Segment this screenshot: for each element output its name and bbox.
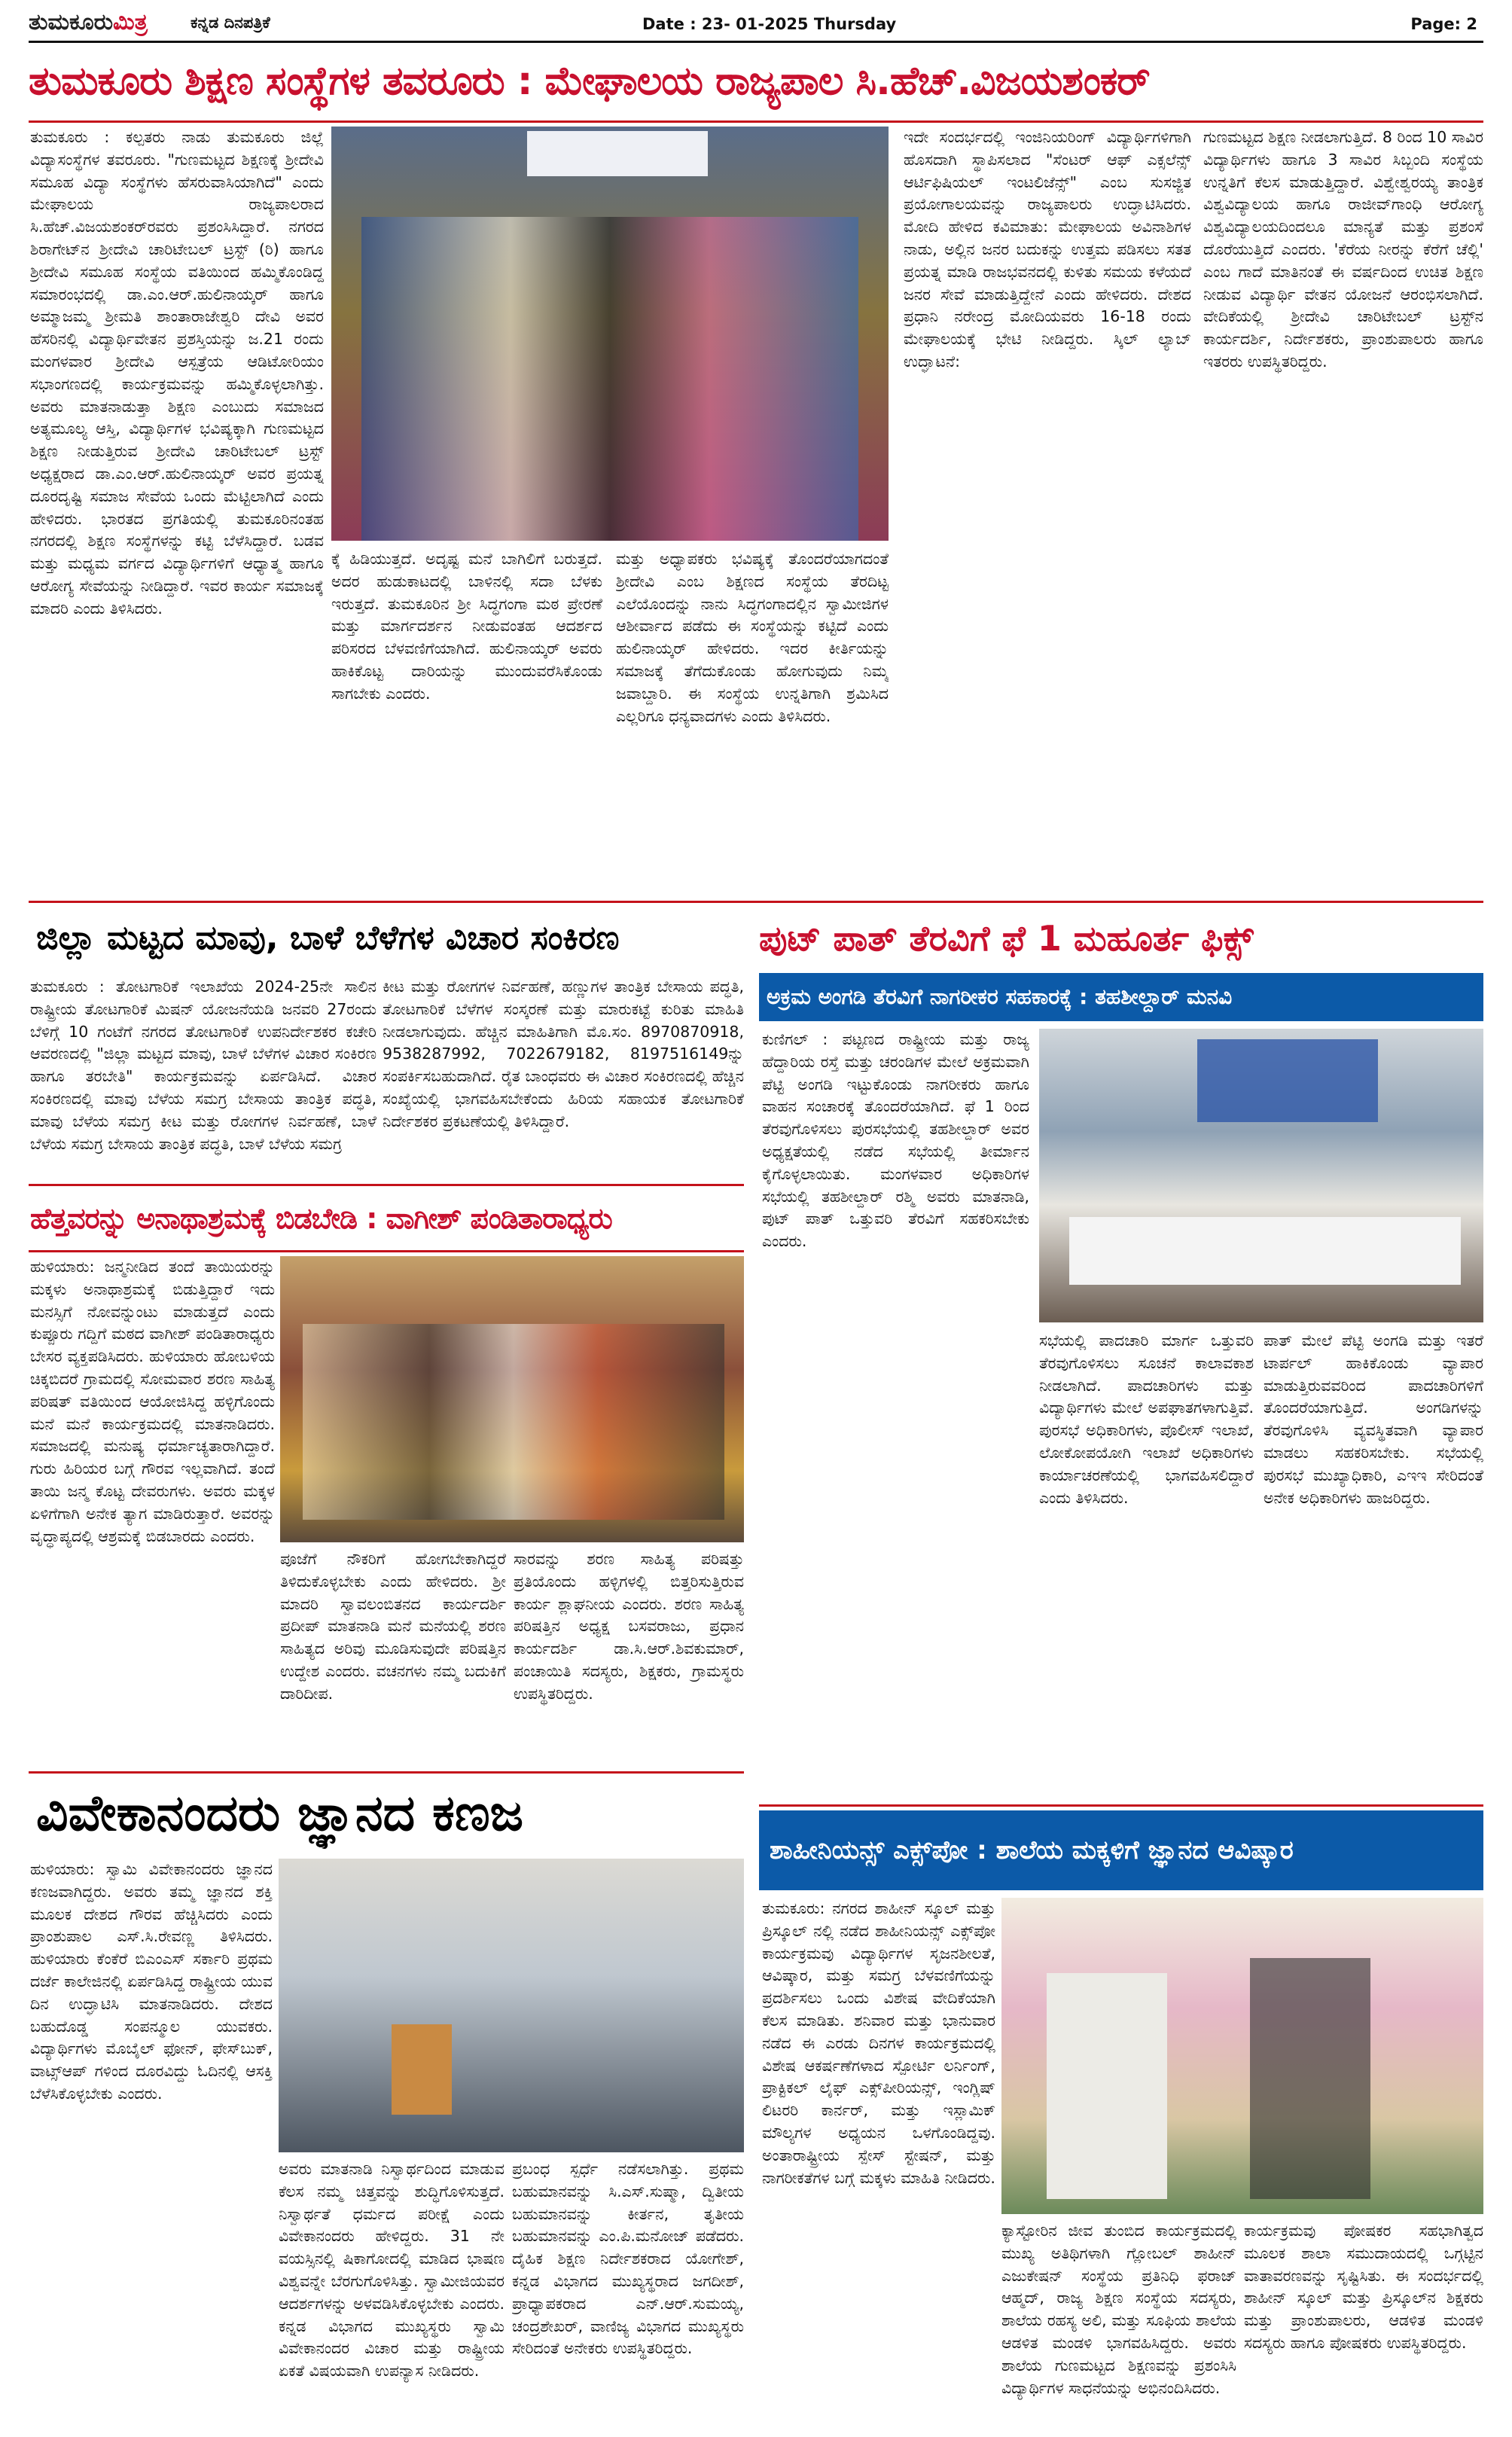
divider	[29, 1771, 744, 1774]
story5-column-2: ಅವರು ಮಾತನಾಡಿ ನಿಸ್ವಾರ್ಥದಿಂದ ಮಾಡುವ ಕೆಲಸ ನಮ್ಮ ಚಿತ್ತವನ್ನು ಶುದ್ಧಿಗೊಳಿಸುತ್ತದೆ. ನಿಸ್ವಾರ್ಥತೆ ಧರ್ಮದ ಪರೀಕ್ಷೆ ಎಂದು ವಿವೇಕಾನಂದರು ಹೇಳಿದ್ದರು. 31 ನೇ ವಯಸ್ಸಿನಲ್ಲಿ ಷಿಕಾಗೋದಲ್ಲಿ ಮಾಡಿದ ಭಾಷಣ ವಿಶ್ವವನ್ನೇ ಬೆರಗುಗೊಳಿಸಿತ್ತು. ಸ್ವಾಮೀಜಿಯವರ ಆದರ್ಶಗಳನ್ನು ಅಳವಡಿಸಿಕೊಳ್ಳಬೇಕು ಎಂದರು. ಕನ್ನಡ ವಿಭಾಗದ ಮುಖ್ಯಸ್ಥರು ಸ್ವಾಮಿ ವಿವೇಕಾನಂದರ ವಿಚಾರ ಮತ್ತು ರಾಷ್ಟ್ರೀಯ ಏಕತೆ ವಿಷಯವಾಗಿ ಉಪನ್ಯಾಸ ನೀಡಿದರು.	[279, 2160, 505, 2381]
brand-tagline: ಕನ್ನಡ ದಿನಪತ್ರಿಕೆ	[191, 14, 270, 32]
headline-story4: ಪುಟ್ ಪಾತ್ ತೆರವಿಗೆ ಫೆ 1 ಮಹೂರ್ತ ಫಿಕ್ಸ್	[759, 918, 1254, 959]
story5-photo	[279, 1859, 744, 2152]
story1-column-5: ಗುಣಮಟ್ಟದ ಶಿಕ್ಷಣ ನೀಡಲಾಗುತ್ತಿದೆ. 8 ರಿಂದ 10 ಸಾವಿರ ವಿದ್ಯಾರ್ಥಿಗಳು ಹಾಗೂ 3 ಸಾವಿರ ಸಿಬ್ಬಂದಿ ಸಂಸ್ಥೆಯ ಉನ್ನತಿಗೆ ಕೆಲಸ ಮಾಡುತ್ತಿದ್ದಾರೆ. ವಿಶ್ವೇಶ್ವರಯ್ಯ ತಾಂತ್ರಿಕ ವಿಶ್ವವಿದ್ಯಾಲಯ ಹಾಗೂ ರಾಜೀವ್‌ಗಾಂಧಿ ಆರೋಗ್ಯ ವಿಶ್ವವಿದ್ಯಾಲಯದಿಂದಲೂ ಮಾನ್ಯತೆ ಮತ್ತು ಪ್ರಶಂಸೆ ದೊರೆಯುತ್ತಿದೆ ಎಂದರು. 'ಕೆರೆಯ ನೀರನ್ನು ಕೆರೆಗೆ ಚೆಲ್ಲಿ' ಎಂಬ ಗಾದೆ ಮಾತಿನಂತೆ ಈ ವರ್ಷದಿಂದ ಉಚಿತ ಶಿಕ್ಷಣ ನೀಡುವ ವಿದ್ಯಾರ್ಥಿ ವೇತನ ಯೋಜನೆ ಆರಂಭಿಸಲಾಗಿದೆ. ವೇದಿಕೆಯಲ್ಲಿ ಶ್ರೀದೇವಿ ಚಾರಿಟೇಬಲ್ ಟ್ರಸ್ಟ್‌ನ ಕಾರ್ಯದರ್ಶಿ, ನಿರ್ದೇಶಕರು, ಪ್ರಾಂಶುಪಾಲರು ಹಾಗೂ ಇತರರು ಉಪಸ್ಥಿತರಿದ್ದರು.	[1203, 128, 1483, 371]
story2-column-2: ಕೀಟ ಮತ್ತು ರೋಗಗಳ ನಿರ್ವಹಣೆ, ಹಣ್ಣುಗಳ ತಾಂತ್ರಿಕ ಬೇಸಾಯ ಪದ್ಧತಿ, ತೋಟಗಾರಿಕೆ ಬೆಳೆಗಳ ಸಂಸ್ಕರಣೆ ಮತ್ತು ಮಾರುಕಟ್ಟೆ ಕುರಿತು ಮಾಹಿತಿ ನೀಡಲಾಗುವುದು. ಹೆಚ್ಚಿನ ಮಾಹಿತಿಗಾಗಿ ಮೊ.ಸಂ. 8970870918, 9538287992, 7022679182, 8197516149ನ್ನು ಸಂಪರ್ಕಿಸಬಹುದಾಗಿದೆ. ರೈತ ಬಾಂಧವರು ಈ ವಿಚಾರ ಸಂಕಿರಣದಲ್ಲಿ ಹೆಚ್ಚಿನ ಸಂಖ್ಯೆಯಲ್ಲಿ ಭಾಗವಹಿಸಬೇಕೆಂದು ಹಿರಿಯ ಸಹಾಯಕ ತೋಟಗಾರಿಕೆ ನಿರ್ದೇಶಕರ ಪ್ರಕಟಣೆಯಲ್ಲಿ ತಿಳಿಸಿದ್ದಾರೆ.	[383, 978, 744, 1130]
headline-story1: ತುಮಕೂರು ಶಿಕ್ಷಣ ಸಂಸ್ಥೆಗಳ ತವರೂರು : ಮೇಘಾಲಯ ರಾಜ್ಯಪಾಲ ಸಿ.ಹೆಚ್.ವಿಜಯಶಂಕರ್	[29, 59, 1150, 104]
divider	[29, 1184, 744, 1186]
story1-photo	[331, 127, 889, 541]
story4-column-2: ಸಭೆಯಲ್ಲಿ ಪಾದಚಾರಿ ಮಾರ್ಗ ಒತ್ತುವರಿ ತೆರವುಗೊಳಿಸಲು ಸೂಚನೆ ಕಾಲಾವಕಾಶ ನೀಡಲಾಗಿದೆ. ಪಾದಚಾರಿಗಳು ಮತ್ತು ವಿದ್ಯಾರ್ಥಿಗಳು ಮೇಲೆ ಅಪಘಾತಗಳಾಗುತ್ತಿವೆ. ಪುರಸಭೆ ಅಧಿಕಾರಿಗಳು, ಪೊಲೀಸ್ ಇಲಾಖೆ, ಲೋಕೋಪಯೋಗಿ ಇಲಾಖೆ ಅಧಿಕಾರಿಗಳು ಕಾರ್ಯಾಚರಣೆಯಲ್ಲಿ ಭಾಗವಹಿಸಲಿದ್ದಾರೆ ಎಂದು ತಿಳಿಸಿದರು.	[1039, 1331, 1254, 1507]
story5-column-1: ಹುಳಿಯಾರು: ಸ್ವಾಮಿ ವಿವೇಕಾನಂದರು ಜ್ಞಾನದ ಕಣಜವಾಗಿದ್ದರು. ಅವರು ತಮ್ಮ ಜ್ಞಾನದ ಶಕ್ತಿ ಮೂಲಕ ದೇಶದ ಗೌರವ ಹೆಚ್ಚಿಸಿದರು ಎಂದು ಪ್ರಾಂಶುಪಾಲ ಎಸ್.ಸಿ.ರೇವಣ್ಣ ತಿಳಿಸಿದರು. ಹುಳಿಯಾರು ಕೆಂಕೆರೆ ಬಿಎಂಎಸ್ ಸರ್ಕಾರಿ ಪ್ರಥಮ ದರ್ಜೆ ಕಾಲೇಜಿನಲ್ಲಿ ಏರ್ಪಡಿಸಿದ್ದ ರಾಷ್ಟ್ರೀಯ ಯುವ ದಿನ ಉದ್ಘಾಟಿಸಿ ಮಾತನಾಡಿದರು. ದೇಶದ ಬಹುದೊಡ್ಡ ಸಂಪನ್ಮೂಲ ಯುವಕರು. ವಿದ್ಯಾರ್ಥಿಗಳು ಮೊಬೈಲ್ ಫೋನ್, ಫೇಸ್‌ಬುಕ್, ವಾಟ್ಸ್‌ಆಪ್ ಗಳಿಂದ ದೂರವಿದ್ದು ಓದಿನಲ್ಲಿ ಆಸಕ್ತಿ ಬೆಳೆಸಿಕೊಳ್ಳಬೇಕು ಎಂದರು.	[30, 1860, 273, 2103]
divider	[29, 120, 1483, 123]
brand-name-b: ಮಿತ್ರ	[113, 9, 148, 35]
page-number: Page: 2	[1410, 15, 1477, 33]
divider	[29, 901, 1483, 903]
subhead-story4-text: ಅಕ್ರಮ ಅಂಗಡಿ ತೆರವಿಗೆ ನಾಗರೀಕರ ಸಹಕಾರಕ್ಕೆ : ತಹಶೀಲ್ದಾರ್ ಮನವಿ	[767, 984, 1233, 1009]
story6-photo	[1001, 1898, 1483, 2214]
story6-column-3: ಕಾರ್ಯಕ್ರಮವು ಪೋಷಕರ ಸಹಭಾಗಿತ್ವದ ಮೂಲಕ ಶಾಲಾ ಸಮುದಾಯದಲ್ಲಿ ಒಗ್ಗಟ್ಟಿನ ವಾತಾವರಣವನ್ನು ಸೃಷ್ಟಿಸಿತು. ಈ ಸಂದರ್ಭದಲ್ಲಿ ಶಾಹೀನ್ ಸ್ಕೂಲ್ ಮತ್ತು ಪ್ರಿಸ್ಕೂಲ್‌ನ ಶಿಕ್ಷಕರು ಮತ್ತು ಪ್ರಾಂಶುಪಾಲರು, ಆಡಳಿತ ಮಂಡಳಿ ಸದಸ್ಯರು ಹಾಗೂ ಪೋಷಕರು ಉಪಸ್ಥಿತರಿದ್ದರು.	[1244, 2222, 1483, 2352]
divider	[29, 1250, 744, 1252]
story3-column-2: ಪೂಜೆಗೆ ನೌಕರಿಗೆ ಹೋಗಬೇಕಾಗಿದ್ದರೆ ತಿಳಿದುಕೊಳ್ಳಬೇಕು ಎಂದು ಹೇಳಿದರು. ಶ್ರೀ ಮಾದರಿ ಸ್ವಾವಲಂಬಿತನದ ಕಾರ್ಯದರ್ಶಿ ಪ್ರದೀಪ್ ಮಾತನಾಡಿ ಮನೆ ಮನೆಯಲ್ಲಿ ಶರಣ ಸಾಹಿತ್ಯದ ಅರಿವು ಮೂಡಿಸುವುದೇ ಪರಿಷತ್ತಿನ ಉದ್ದೇಶ ಎಂದರು. ವಚನಗಳು ನಮ್ಮ ಬದುಕಿಗೆ ದಾರಿದೀಪ.	[280, 1550, 506, 1703]
headline-story5: ವಿವೇಕಾನಂದರು ಜ್ಞಾನದ ಕಣಜ	[36, 1784, 524, 1842]
story1-column-4: ಇದೇ ಸಂದರ್ಭದಲ್ಲಿ ಇಂಜಿನಿಯರಿಂಗ್ ವಿದ್ಯಾರ್ಥಿಗಳಿಗಾಗಿ ಹೊಸದಾಗಿ ಸ್ಥಾಪಿಸಲಾದ "ಸೆಂಟರ್ ಆಫ್ ಎಕ್ಸಲೆನ್ಸ್ ಆರ್ಟಿಫಿಷಿಯಲ್ ಇಂಟಲಿಜೆನ್ಸ್" ಎಂಬ ಸುಸಜ್ಜಿತ ಪ್ರಯೋಗಾಲಯವನ್ನು ರಾಜ್ಯಪಾಲರು ಉದ್ಘಾಟಿಸಿದರು. ಮೋದಿ ಹೇಳಿದ ಕವಿಮಾತು: ಮೇಘಾಲಯ ಅವಿನಾಶಿಗಳ ನಾಡು, ಅಲ್ಲಿನ ಜನರ ಬದುಕನ್ನು ಉತ್ತಮ ಪಡಿಸಲು ಸತತ ಪ್ರಯತ್ನ ಮಾಡಿ ರಾಜಭವನದಲ್ಲಿ ಕುಳಿತು ಸಮಯ ಕಳೆಯದೆ ಜನರ ಸೇವೆ ಮಾಡುತ್ತಿದ್ದೇನೆ ಎಂದು ಹೇಳಿದರು. ದೇಶದ ಪ್ರಧಾನಿ ನರೇಂದ್ರ ಮೋದಿಯವರು 16-18 ರಂದು ಮೇಘಾಲಯಕ್ಕೆ ಭೇಟಿ ನೀಡಿದ್ದರು. ಸ್ಕಿಲ್ ಲ್ಯಾಬ್ ಉದ್ಘಾಟನೆ:	[904, 128, 1191, 371]
headline-story2: ಜಿಲ್ಲಾ ಮಟ್ಟದ ಮಾವು, ಬಾಳೆ ಬೆಳೆಗಳ ವಿಚಾರ ಸಂಕಿರಣ	[36, 919, 620, 957]
brand-name	[29, 9, 148, 35]
story3-photo	[280, 1256, 744, 1542]
issue-date: Date : 23- 01-2025 Thursday	[642, 15, 897, 33]
story4-column-3: ಪಾತ್ ಮೇಲೆ ಪೆಟ್ಟಿ ಅಂಗಡಿ ಮತ್ತು ಇತರೆ ಟಾರ್ಪಲ್ ಹಾಕಿಕೊಂಡು ವ್ಯಾಪಾರ ಮಾಡುತ್ತಿರುವವರಿಂದ ಪಾದಚಾರಿಗಳಿಗೆ ತೊಂದರೆಯಾಗುತ್ತಿದೆ. ಅಂಗಡಿಗಳನ್ನು ತೆರವುಗೊಳಿಸಿ ವ್ಯವಸ್ಥಿತವಾಗಿ ವ್ಯಾಪಾರ ಮಾಡಲು ಸಹಕರಿಸಬೇಕು. ಸಭೆಯಲ್ಲಿ ಪುರಸಭೆ ಮುಖ್ಯಾಧಿಕಾರಿ, ಎಇಇ ಸೇರಿದಂತೆ ಅನೇಕ ಅಧಿಕಾರಿಗಳು ಹಾಜರಿದ್ದರು.	[1264, 1331, 1483, 1507]
story3-column-3: ಸಾರವನ್ನು ಶರಣ ಸಾಹಿತ್ಯ ಪರಿಷತ್ತು ಪ್ರತಿಯೊಂದು ಹಳ್ಳಿಗಳಲ್ಲಿ ಬಿತ್ತರಿಸುತ್ತಿರುವ ಕಾರ್ಯ ಶ್ಲಾಘನೀಯ ಎಂದರು. ಶರಣ ಸಾಹಿತ್ಯ ಪರಿಷತ್ತಿನ ಅಧ್ಯಕ್ಷ ಬಸವರಾಜು, ಪ್ರಧಾನ ಕಾರ್ಯದರ್ಶಿ ಡಾ.ಸಿ.ಆರ್.ಶಿವಕುಮಾರ್, ಪಂಚಾಯಿತಿ ಸದಸ್ಯರು, ಶಿಕ್ಷಕರು, ಗ್ರಾಮಸ್ಥರು ಉಪಸ್ಥಿತರಿದ್ದರು.	[514, 1550, 744, 1703]
divider	[759, 1804, 1483, 1807]
story3-column-1: ಹುಳಿಯಾರು: ಜನ್ಮನೀಡಿದ ತಂದೆ ತಾಯಿಯರನ್ನು ಮಕ್ಕಳು ಅನಾಥಾಶ್ರಮಕ್ಕೆ ಬಿಡುತ್ತಿದ್ದಾರೆ ಇದು ಮನಸ್ಸಿಗೆ ನೋವನ್ನುಂಟು ಮಾಡುತ್ತದೆ ಎಂದು ಕುಪ್ಪೂರು ಗದ್ದಿಗೆ ಮಠದ ವಾಗೀಶ್ ಪಂಡಿತಾರಾಧ್ಯರು ಬೇಸರ ವ್ಯಕ್ತಪಡಿಸಿದರು. ಹುಳಿಯಾರು ಹೋಬಳಿಯ ಚಿಕ್ಕಬಿದರೆ ಗ್ರಾಮದಲ್ಲಿ ಸೋಮವಾರ ಶರಣ ಸಾಹಿತ್ಯ ಪರಿಷತ್ ವತಿಯಿಂದ ಆಯೋಜಿಸಿದ್ದ ಹಳ್ಳಿಗೊಂದು ಮನೆ ಮನೆ ಕಾರ್ಯಕ್ರಮದಲ್ಲಿ ಮಾತನಾಡಿದರು. ಸಮಾಜದಲ್ಲಿ ಮನುಷ್ಯ ಧರ್ಮಾಚ್ಯತಾರಾಗಿದ್ದಾರೆ. ಗುರು ಹಿರಿಯರ ಬಗ್ಗೆ ಗೌರವ ಇಲ್ಲವಾಗಿದೆ. ತಂದೆ ತಾಯಿ ಜನ್ಮ ಕೊಟ್ಟ ದೇವರುಗಳು. ಅವರು ಮಕ್ಕಳ ಏಳಿಗೆಗಾಗಿ ಅನೇಕ ತ್ಯಾಗ ಮಾಡಿರುತ್ತಾರೆ. ಅವರನ್ನು ವೃದ್ಧಾಪ್ಯದಲ್ಲಿ ಆಶ್ರಮಕ್ಕೆ ಬಿಡಬಾರದು ಎಂದರು.	[30, 1258, 275, 1545]
story4-column-1: ಕುಣಿಗಲ್ : ಪಟ್ಟಣದ ರಾಷ್ಟ್ರೀಯ ಮತ್ತು ರಾಜ್ಯ ಹೆದ್ದಾರಿಯ ರಸ್ತೆ ಮತ್ತು ಚರಂಡಿಗಳ ಮೇಲೆ ಅಕ್ರಮವಾಗಿ ಪೆಟ್ಟಿ ಅಂಗಡಿ ಇಟ್ಟುಕೊಂಡು ನಾಗರೀಕರು ಹಾಗೂ ವಾಹನ ಸಂಚಾರಕ್ಕೆ ತೊಂದರೆಯಾಗಿದೆ. ಫೆ 1 ರಿಂದ ತೆರವುಗೊಳಿಸಲು ಪುರಸಭೆಯಲ್ಲಿ ತಹಶೀಲ್ದಾರ್ ಅವರ ಅಧ್ಯಕ್ಷತೆಯಲ್ಲಿ ನಡೆದ ಸಭೆಯಲ್ಲಿ ತೀರ್ಮಾನ ಕೈಗೊಳ್ಳಲಾಯಿತು. ಮಂಗಳವಾರ ಅಧಿಕಾರಿಗಳ ಸಭೆಯಲ್ಲಿ ತಹಶೀಲ್ದಾರ್ ರಶ್ಮಿ ಅವರು ಮಾತನಾಡಿ, ಪುಟ್ ಪಾತ್ ಒತ್ತುವರಿ ತೆರವಿಗೆ ಸಹಕರಿಸಬೇಕು ಎಂದರು.	[762, 1030, 1029, 1251]
masthead-rule	[29, 41, 1483, 43]
story1-column-2: ಕ್ಕೆ ಹಿಡಿಯುತ್ತದೆ. ಅದೃಷ್ಟ ಮನೆ ಬಾಗಿಲಿಗೆ ಬರುತ್ತದೆ. ಅದರ ಹುಡುಕಾಟದಲ್ಲಿ ಬಾಳಿನಲ್ಲಿ ಸದಾ ಬೆಳಕು ಇರುತ್ತದೆ. ತುಮಕೂರಿನ ಶ್ರೀ ಸಿದ್ಧಗಂಗಾ ಮಠ ಪ್ರೇರಣೆ ಮತ್ತು ಮಾರ್ಗದರ್ಶನ ನೀಡುವಂತಹ ಆದರ್ಶದ ಪರಿಸರದ ಬೆಳವಣಿಗೆಯಾಗಿದೆ. ಹುಲಿನಾಯ್ಕರ್ ಅವರು ಹಾಕಿಕೊಟ್ಟ ದಾರಿಯನ್ನು ಮುಂದುವರೆಸಿಕೊಂಡು ಸಾಗಬೇಕು ಎಂದರು.	[331, 550, 602, 703]
story4-photo	[1039, 1029, 1483, 1322]
headline-story6-bar	[759, 1810, 1483, 1890]
brand-name-a: ತುಮಕೂರು	[29, 9, 114, 35]
story1-column-1: ತುಮಕೂರು : ಕಲ್ಪತರು ನಾಡು ತುಮಕೂರು ಜಿಲ್ಲೆ ವಿದ್ಯಾಸಂಸ್ಥೆಗಳ ತವರೂರು. "ಗುಣಮಟ್ಟದ ಶಿಕ್ಷಣಕ್ಕೆ ಶ್ರೀದೇವಿ ಸಮೂಹ ವಿದ್ಯಾ ಸಂಸ್ಥೆಗಳು ಹೆಸರುವಾಸಿಯಾಗಿದೆ" ಎಂದು ಮೇಘಾಲಯ ರಾಜ್ಯಪಾಲರಾದ ಸಿ.ಹೆಚ್.ವಿಜಯಶಂಕರ್‌ರವರು ಪ್ರಶಂಸಿಸಿದ್ದಾರೆ. ನಗರದ ಶಿರಾಗೇಟ್‌ನ ಶ್ರೀದೇವಿ ಚಾರಿಟೇಬಲ್ ಟ್ರಸ್ಟ್ (ರಿ) ಹಾಗೂ ಶ್ರೀದೇವಿ ಸಮೂಹ ಸಂಸ್ಥೆಯ ವತಿಯಿಂದ ಹಮ್ಮಿಕೊಂಡಿದ್ದ ಸಮಾರಂಭದಲ್ಲಿ ಡಾ.ಎಂ.ಆರ್.ಹುಲಿನಾಯ್ಕರ್ ಹಾಗೂ ಅಮ್ಮಾಜಮ್ಮ ಶ್ರೀಮತಿ ಶಾಂತಾರಾಜೇಶ್ವರಿ ದೇವಿ ಅವರ ಹೆಸರಿನಲ್ಲಿ ವಿದ್ಯಾರ್ಥಿವೇತನ ಪ್ರಶಸ್ತಿಯನ್ನು ಜ.21 ರಂದು ಮಂಗಳವಾರ ಶ್ರೀದೇವಿ ಆಸ್ಪತ್ರೆಯ ಆಡಿಟೋರಿಯಂ ಸಭಾಂಗಣದಲ್ಲಿ ಕಾರ್ಯಕ್ರಮವನ್ನು ಹಮ್ಮಿಕೊಳ್ಳಲಾಗಿತ್ತು. ಅವರು ಮಾತನಾಡುತ್ತಾ ಶಿಕ್ಷಣ ಎಂಬುದು ಸಮಾಜದ ಅತ್ಯಮೂಲ್ಯ ಆಸ್ತಿ, ವಿದ್ಯಾರ್ಥಿಗಳ ಭವಿಷ್ಯಕ್ಕಾಗಿ ಗುಣಮಟ್ಟದ ಶಿಕ್ಷಣ ನೀಡುತ್ತಿರುವ ಶ್ರೀದೇವಿ ಚಾರಿಟೇಬಲ್ ಟ್ರಸ್ಟ್ ಅಧ್ಯಕ್ಷರಾದ ಡಾ.ಎಂ.ಆರ್.ಹುಲಿನಾಯ್ಕರ್ ಅವರ ಪ್ರಯತ್ನ ದೂರದೃಷ್ಟಿ ಸಮಾಜ ಸೇವೆಯ ಒಂದು ಮೆಟ್ಟಿಲಾಗಿದೆ ಎಂದು ಹೇಳಿದರು. ಭಾರತದ ಪ್ರಗತಿಯಲ್ಲಿ ತುಮಕೂರಿನಂತಹ ನಗರದಲ್ಲಿ ಶಿಕ್ಷಣ ಸಂಸ್ಥೆಗಳನ್ನು ಕಟ್ಟಿ ಬೆಳೆಸಿದ್ದಾರೆ. ಬಡವ ಮತ್ತು ಮಧ್ಯಮ ವರ್ಗದ ವಿದ್ಯಾರ್ಥಿಗಳಿಗೆ ಆಧ್ಯಾತ್ಮ ಹಾಗೂ ಆರೋಗ್ಯ ಸೇವೆಯನ್ನು ನೀಡಿದ್ದಾರೆ. ಇವರ ಕಾರ್ಯ ಸಮಾಜಕ್ಕೆ ಮಾದರಿ ಎಂದು ತಿಳಿಸಿದರು.	[30, 128, 324, 618]
headline-story6: ಶಾಹೀನಿಯನ್ಸ್ ಎಕ್ಸ್‌ಪೋ : ಶಾಲೆಯ ಮಕ್ಕಳಿಗೆ ಜ್ಞಾನದ ಆವಿಷ್ಕಾರ	[770, 1835, 1294, 1865]
story6-column-1: ತುಮಕೂರು: ನಗರದ ಶಾಹೀನ್ ಸ್ಕೂಲ್ ಮತ್ತು ಪ್ರಿಸ್ಕೂಲ್ ನಲ್ಲಿ ನಡೆದ ಶಾಹೀನಿಯನ್ಸ್ ಎಕ್ಸ್‌ಪೋ ಕಾರ್ಯಕ್ರಮವು ವಿದ್ಯಾರ್ಥಿಗಳ ಸೃಜನಶೀಲತೆ, ಆವಿಷ್ಕಾರ, ಮತ್ತು ಸಮಗ್ರ ಬೆಳವಣಿಗೆಯನ್ನು ಪ್ರದರ್ಶಿಸಲು ಒಂದು ವಿಶೇಷ ವೇದಿಕೆಯಾಗಿ ಕೆಲಸ ಮಾಡಿತು. ಶನಿವಾರ ಮತ್ತು ಭಾನುವಾರ ನಡೆದ ಈ ಎರಡು ದಿನಗಳ ಕಾರ್ಯಕ್ರಮದಲ್ಲಿ ವಿಶೇಷ ಆಕರ್ಷಣೆಗಳಾದ ಸ್ಪೋರ್ಟಿ ಲರ್ನಿಂಗ್, ಪ್ರಾಕ್ಟಿಕಲ್ ಲೈಫ್ ಎಕ್ಸ್‌ಪೀರಿಯನ್ಸ್, ಇಂಗ್ಲಿಷ್ ಲಿಟರರಿ ಕಾರ್ನರ್, ಮತ್ತು ಇಸ್ಲಾಮಿಕ್ ಮೌಲ್ಯಗಳ ಅಧ್ಯಯನ ಒಳಗೊಂಡಿದ್ದವು. ಅಂತಾರಾಷ್ಟ್ರೀಯ ಸ್ಪೇಸ್ ಸ್ಟೇಷನ್, ಮತ್ತು ನಾಗರೀಕತೆಗಳ ಬಗ್ಗೆ ಮಕ್ಕಳು ಮಾಹಿತಿ ನೀಡಿದರು.	[762, 1899, 995, 2187]
story1-column-3: ಮತ್ತು ಅಧ್ಯಾಪಕರು ಭವಿಷ್ಯಕ್ಕೆ ತೊಂದರೆಯಾಗದಂತೆ ಶ್ರೀದೇವಿ ಎಂಬ ಶಿಕ್ಷಣದ ಸಂಸ್ಥೆಯ ತೆರದಿಟ್ಟ ಎಲೆಯೊಂದನ್ನು ನಾನು ಸಿದ್ಧಗಂಗಾದಲ್ಲಿನ ಸ್ವಾಮೀಜಿಗಳ ಆಶೀರ್ವಾದ ಪಡೆದು ಈ ಸಂಸ್ಥೆಯನ್ನು ಕಟ್ಟಿದೆ ಎಂದು ಹುಲಿನಾಯ್ಕರ್ ಹೇಳಿದರು. ಇದರ ಕೀರ್ತಿಯನ್ನು ಸಮಾಜಕ್ಕೆ ತೆಗೆದುಕೊಂಡು ಹೋಗುವುದು ನಿಮ್ಮ ಜವಾಬ್ದಾರಿ. ಈ ಸಂಸ್ಥೆಯ ಉನ್ನತಿಗಾಗಿ ಶ್ರಮಿಸಿದ ಎಲ್ಲರಿಗೂ ಧನ್ಯವಾದಗಳು ಎಂದು ತಿಳಿಸಿದರು.	[616, 550, 889, 725]
story6-column-2: ಕ್ಯಾಸ್ಟೋರಿನ ಜೀವ ತುಂಬಿದ ಕಾರ್ಯಕ್ರಮದಲ್ಲಿ ಮುಖ್ಯ ಅತಿಥಿಗಳಾಗಿ ಗ್ಲೋಬಲ್ ಶಾಹೀನ್ ಎಜುಕೇಷನ್ ಸಂಸ್ಥೆಯ ಪ್ರತಿನಿಧಿ ಫರಾಜ್ ಆಹ್ಮದ್, ರಾಜ್ಯ ಶಿಕ್ಷಣ ಸಂಸ್ಥೆಯ ಸದಸ್ಯರು, ಶಾಲೆಯ ರಹಸ್ಯ ಅಲಿ, ಮತ್ತು ಸೂಫಿಯ ಶಾಲೆಯ ಆಡಳಿತ ಮಂಡಳಿ ಭಾಗವಹಿಸಿದ್ದರು. ಅವರು ಶಾಲೆಯ ಗುಣಮಟ್ಟದ ಶಿಕ್ಷಣವನ್ನು ಪ್ರಶಂಸಿಸಿ ವಿದ್ಯಾರ್ಥಿಗಳ ಸಾಧನೆಯನ್ನು ಅಭಿನಂದಿಸಿದರು.	[1001, 2222, 1236, 2397]
masthead	[29, 9, 1483, 39]
story2-column-1: ತುಮಕೂರು : ತೋಟಗಾರಿಕೆ ಇಲಾಖೆಯ 2024-25ನೇ ಸಾಲಿನ ರಾಷ್ಟ್ರೀಯ ತೋಟಗಾರಿಕೆ ಮಿಷನ್ ಯೋಜನೆಯಡಿ ಜನವರಿ 27ರಂದು ಬೆಳಿಗ್ಗೆ 10 ಗಂಟೆಗೆ ನಗರದ ತೋಟಗಾರಿಕೆ ಉಪನಿರ್ದೇಶಕರ ಕಚೇರಿ ಆವರಣದಲ್ಲಿ "ಜಿಲ್ಲಾ ಮಟ್ಟದ ಮಾವು, ಬಾಳೆ ಬೆಳೆಗಳ ವಿಚಾರ ಸಂಕಿರಣ ಹಾಗೂ ತರಬೇತಿ" ಕಾರ್ಯಕ್ರಮವನ್ನು ಏರ್ಪಡಿಸಿದೆ. ವಿಚಾರ ಸಂಕಿರಣದಲ್ಲಿ ಮಾವು ಬೆಳೆಯ ಸಮಗ್ರ ಬೇಸಾಯ ತಾಂತ್ರಿಕ ಪದ್ಧತಿ, ಮಾವು ಬೆಳೆಯ ಸಮಗ್ರ ಕೀಟ ಮತ್ತು ರೋಗಗಳ ನಿರ್ವಹಣೆ, ಬಾಳೆ ಬೆಳೆಯ ಸಮಗ್ರ ಬೇಸಾಯ ತಾಂತ್ರಿಕ ಪದ್ಧತಿ, ಬಾಳೆ ಬೆಳೆಯ ಸಮಗ್ರ	[30, 978, 376, 1153]
subhead-story4	[759, 973, 1483, 1021]
story5-column-3: ಪ್ರಬಂಧ ಸ್ಪರ್ಧೆ ನಡೆಸಲಾಗಿತ್ತು. ಪ್ರಥಮ ಬಹುಮಾನವನ್ನು ಸಿ.ಎಸ್.ಸುಷ್ಮಾ, ದ್ವಿತೀಯ ಬಹುಮಾನವನ್ನು ಕೀರ್ತನ, ತೃತೀಯ ಬಹುಮಾನವನ್ನು ಎಂ.ಪಿ.ಮನೋಜ್ ಪಡೆದರು. ದೈಹಿಕ ಶಿಕ್ಷಣ ನಿರ್ದೇಶಕರಾದ ಯೋಗೇಶ್, ಕನ್ನಡ ವಿಭಾಗದ ಮುಖ್ಯಸ್ಥರಾದ ಜಗದೀಶ್, ಪ್ರಾಧ್ಯಾಪಕರಾದ ಎನ್.ಆರ್.ಸುಮಯ್ಯ, ಚಂದ್ರಶೇಖರ್, ವಾಣಿಜ್ಯ ವಿಭಾಗದ ಮುಖ್ಯಸ್ಥರು ಸೇರಿದಂತೆ ಅನೇಕರು ಉಪಸ್ಥಿತರಿದ್ದರು.	[512, 2160, 744, 2358]
headline-story3: ಹೆತ್ತವರನ್ನು ಅನಾಥಾಶ್ರಮಕ್ಕೆ ಬಿಡಬೇಡಿ : ವಾಗೀಶ್ ಪಂಡಿತಾರಾಧ್ಯರು	[30, 1202, 612, 1235]
